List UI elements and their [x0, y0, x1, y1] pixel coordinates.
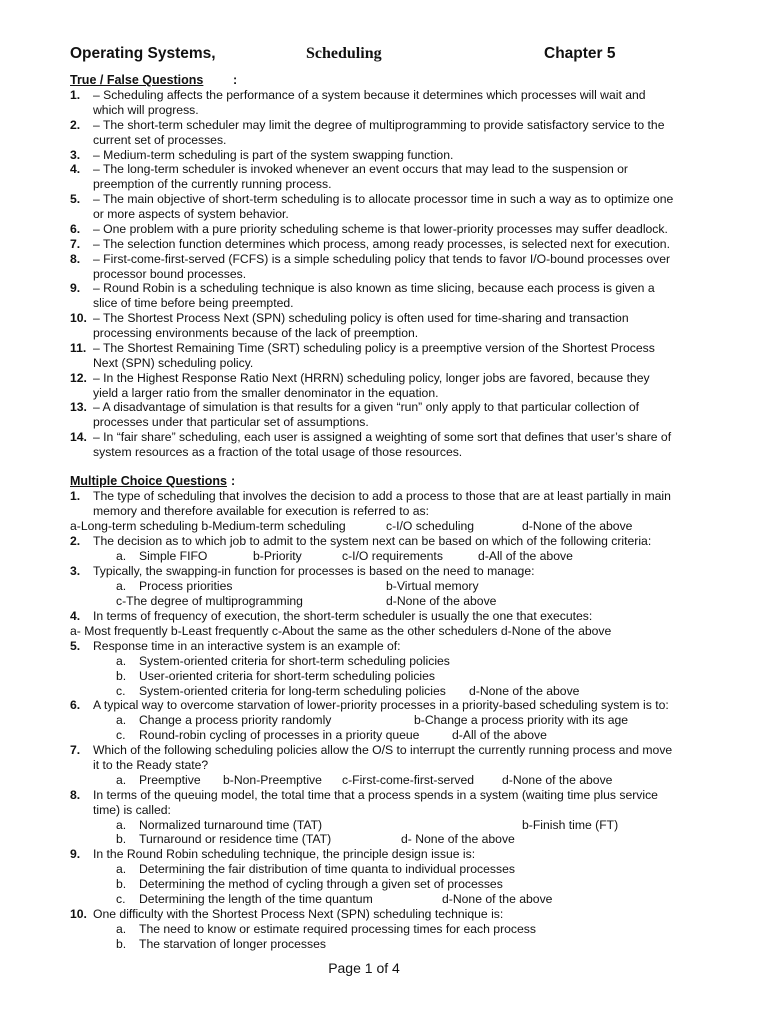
- mc1-option-c: c-I/O scheduling: [386, 519, 475, 533]
- mc-question-5-option-c: c. System-oriented criteria for long-term scheduling policies d-None of the above: [116, 684, 580, 698]
- mc1-option-ab: a-Long-term scheduling b-Medium-term scheduling: [70, 519, 346, 533]
- mc3-option-b: b-Virtual memory: [386, 579, 479, 593]
- tf-question-12: 12. – In the Highest Response Ratio Next (HRRN) scheduling policy, longer jobs are favored, because they: [70, 371, 650, 385]
- tf-question-5-cont: or more aspects of system behavior.: [93, 207, 289, 221]
- tf-question-2: 2. – The short-term scheduler may limit the degree of multiprogramming to provide satisfactory service to the: [70, 118, 665, 132]
- tf-question-11-cont: Next (SPN) scheduling policy.: [93, 356, 254, 370]
- mc6-option-b: b-Change a process priority with its age: [414, 713, 629, 727]
- mc-question-7-cont: it to the Ready state?: [93, 758, 209, 772]
- mc-question-1-cont: memory and therefore available for execution is referred to as:: [93, 504, 430, 518]
- mc-question-8-options-2: b. Turnaround or residence time (TAT) d- None of the above: [116, 832, 515, 846]
- mc-question-5: 5. Response time in an interactive system is an example of:: [70, 639, 401, 653]
- mc-question-9: 9. In the Round Robin scheduling technique, the principle design issue is:: [70, 847, 476, 861]
- mc3-option-a: Process priorities: [139, 579, 233, 593]
- mc-question-8-cont: time) is called:: [93, 803, 171, 817]
- tf-question-3: 3. – Medium-term scheduling is part of the system swapping function.: [70, 148, 454, 162]
- mc6-option-c: Round-robin cycling of processes in a priority queue: [139, 728, 420, 742]
- mc2-option-d: d-All of the above: [478, 549, 573, 563]
- tf-question-14-cont: system resources as a fraction of the total usage of those resources.: [93, 445, 463, 459]
- mc8-option-d: d- None of the above: [401, 832, 515, 846]
- mc-question-8-options-1: a. Normalized turnaround time (TAT) b-Finish time (FT): [116, 818, 619, 832]
- course-title: Operating Systems,: [70, 45, 216, 62]
- mc-question-3: 3. Typically, the swapping-in function for processes is based on the need to manage:: [70, 564, 535, 578]
- tf-question-9: 9. – Round Robin is a scheduling technique is also known as time slicing, because each process is given a: [70, 281, 655, 295]
- mc6-option-a: Change a process priority randomly: [139, 713, 332, 727]
- tf-question-14: 14. – In “fair share” scheduling, each user is assigned a weighting of some sort that defines that user’s share of: [70, 430, 672, 444]
- mc8-option-b: b-Finish time (FT): [522, 818, 619, 832]
- mc-question-6-options-2: c. Round-robin cycling of processes in a priority queue d-All of the above: [116, 728, 547, 742]
- mc5-option-d: d-None of the above: [469, 684, 580, 698]
- mc7-option-b: b-Non-Preemptive: [223, 773, 322, 787]
- topic-title: Scheduling: [306, 45, 382, 62]
- tf-question-10: 10. – The Shortest Process Next (SPN) scheduling policy is often used for time-sharing and transaction: [70, 311, 629, 325]
- mc2-option-b: b-Priority: [253, 549, 302, 563]
- mc8-option-a: Normalized turnaround time (TAT): [139, 818, 323, 832]
- mc-question-6: 6. A typical way to overcome starvation of lower-priority processes in a priority-based scheduling system is to:: [70, 698, 669, 712]
- tf-question-4: 4. – The long-term scheduler is invoked whenever an event occurs that may lead to the suspension or: [70, 162, 628, 176]
- mc-question-9-option-a: a. Determining the fair distribution of time quanta to individual processes: [116, 862, 515, 876]
- mc7-option-c: c-First-come-first-served: [342, 773, 475, 787]
- mc9-option-d: d-None of the above: [442, 892, 553, 906]
- mc-question-1: 1. The type of scheduling that involves the decision to add a process to those that are at least partially in main: [70, 489, 671, 503]
- tf-question-6: 6. – One problem with a pure priority scheduling scheme is that lower-priority processes may suffer deadlock.: [70, 222, 668, 236]
- mc-heading: Multiple Choice Questions: [70, 474, 227, 488]
- mc7-option-d: d-None of the above: [502, 773, 613, 787]
- mc-question-6-options-1: a. Change a process priority randomly b-Change a process priority with its age: [116, 713, 629, 727]
- mc2-option-a: Simple FIFO: [139, 549, 208, 563]
- tf-question-1-cont: which will progress.: [93, 103, 199, 117]
- page-footer: [0, 960, 768, 976]
- tf-question-4-cont: preemption of the currently running process.: [93, 177, 332, 191]
- mc-question-7-options: a. Preemptive b-Non-Preemptive c-First-come-first-served d-None of the above: [116, 773, 613, 787]
- mc-question-7: 7. Which of the following scheduling policies allow the O/S to interrupt the currently running process and move: [70, 743, 673, 757]
- mc2-option-c: c-I/O requirements: [342, 549, 443, 563]
- mc-heading-colon: :: [231, 474, 236, 488]
- tf-question-8-cont: processor bound processes.: [93, 267, 247, 281]
- tf-question-12-cont: yield a larger ratio from the smaller denominator in the equation.: [93, 386, 439, 400]
- mc-question-10-option-a: a. The need to know or estimate required processing times for each process: [116, 922, 536, 936]
- mc8-option-c: Turnaround or residence time (TAT): [139, 832, 332, 846]
- mc-question-2-options: a. Simple FIFO b-Priority c-I/O requirements d-All of the above: [116, 549, 573, 563]
- tf-question-5: 5. – The main objective of short-term scheduling is to allocate processor time in such a way as to optimize one: [70, 192, 674, 206]
- tf-heading: True / False Questions: [70, 73, 204, 87]
- mc-question-3-options-2: [70, 594, 710, 609]
- mc-question-9-option-c: c. Determining the length of the time quantum d-None of the above: [116, 892, 553, 906]
- mc3-option-c: c-The degree of multiprogramming: [116, 594, 303, 608]
- mc-question-5-option-b: b. User-oriented criteria for short-term scheduling policies: [116, 669, 435, 683]
- mc-question-2: 2. The decision as to which job to admit to the system next can be based on which of the following criteria:: [70, 534, 652, 548]
- tf-question-2-cont: current set of processes.: [93, 133, 227, 147]
- page-number: Page 1 of 4: [328, 960, 400, 976]
- mc6-option-d: d-All of the above: [452, 728, 547, 742]
- mc-question-1-options: [70, 519, 710, 534]
- mc-question-5-option-a: a. System-oriented criteria for short-term scheduling policies: [116, 654, 450, 668]
- mc-question-10-option-b: b. The starvation of longer processes: [116, 937, 326, 951]
- tf-question-7: 7. – The selection function determines which process, among ready processes, is selected next for execution.: [70, 237, 670, 251]
- mc-question-9-option-b: b. Determining the method of cycling through a given set of processes: [116, 877, 503, 891]
- mc3-option-d: d-None of the above: [386, 594, 497, 608]
- mc4-options: a- Most frequently b-Least frequently c-About the same as the other schedulers d-None of the above: [70, 624, 612, 638]
- tf-question-13-cont: processes under that particular set of assumptions.: [93, 415, 369, 429]
- mc-question-8: 8. In terms of the queuing model, the total time that a process spends in a system (waiting time plus service: [70, 788, 658, 802]
- mc-question-3-options-1: a. Process priorities b-Virtual memory: [116, 579, 479, 593]
- mc-question-4: 4. In terms of frequency of execution, the short-term scheduler is usually the one that executes:: [70, 609, 593, 623]
- mc1-option-d: d-None of the above: [522, 519, 633, 533]
- tf-question-8: 8. – First-come-first-served (FCFS) is a simple scheduling policy that tends to favor I/O-bound processes over: [70, 252, 671, 266]
- tf-heading-colon: :: [233, 73, 238, 87]
- mc7-option-a: Preemptive: [139, 773, 201, 787]
- chapter-label: Chapter 5: [544, 45, 616, 62]
- tf-question-11: 11. – The Shortest Remaining Time (SRT) scheduling policy is a preemptive version of the Shortest Process: [70, 341, 655, 355]
- tf-question-10-cont: processing environments because of the lack of preemption.: [93, 326, 419, 340]
- mc-question-10: 10. One difficulty with the Shortest Process Next (SPN) scheduling technique is:: [70, 907, 504, 921]
- mc-question-4-options: [70, 624, 710, 639]
- tf-question-9-cont: slice of time before being preempted.: [93, 296, 294, 310]
- tf-question-13: 13. – A disadvantage of simulation is that results for a given “run” only apply to that particular collection of: [70, 400, 640, 414]
- tf-question-1: 1. – Scheduling affects the performance of a system because it determines which processes will wait and: [70, 88, 646, 102]
